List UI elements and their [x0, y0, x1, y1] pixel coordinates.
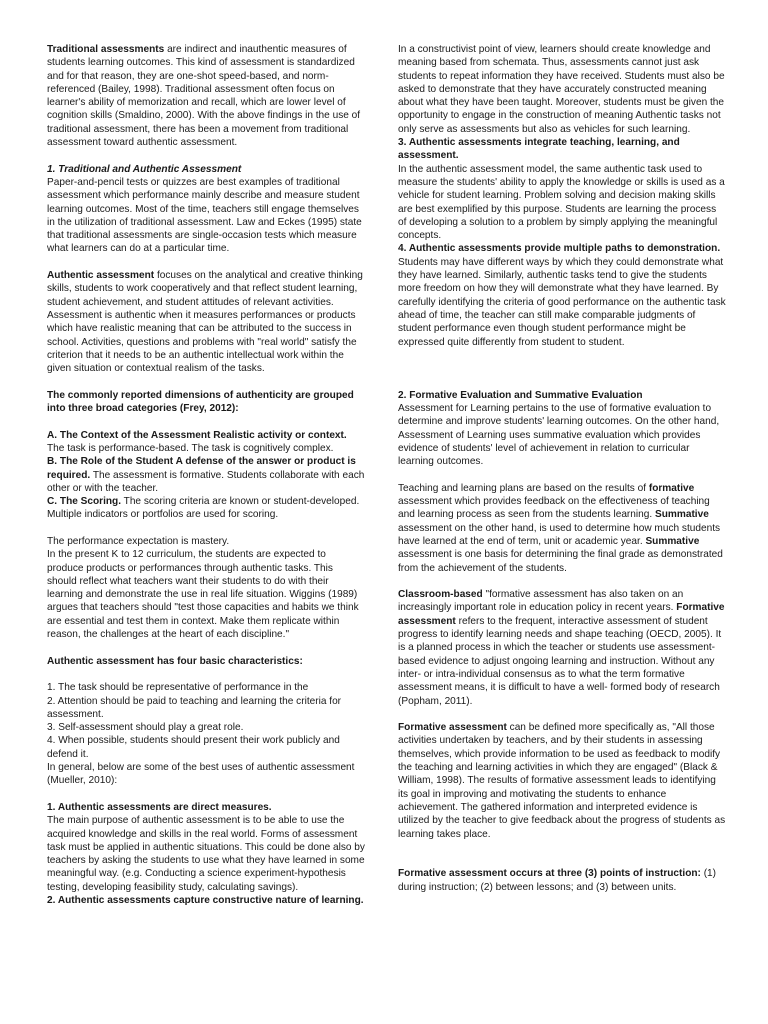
three-points-paragraph — [398, 867, 726, 894]
characteristics-heading: Authentic assessment has four basic characteristics: — [47, 655, 303, 667]
use-4-heading: 4. Authentic assessments provide multiple paths to demonstration. — [398, 243, 721, 255]
left-column — [47, 43, 365, 907]
cb-text-2: refers to the frequent, interactive assessment of student progress to identify learning needs and shape teaching (OECD, 2005). It is a planned process in which the teacher or students use assessment-based evidence to adjust ongoing learning and instruction. Without any inter- or intra-individual consensus as to what the term formative assessment means, it is difficult to have a well- formed body of research (Popham, 2011). — [398, 615, 722, 707]
section-2-heading: 2. Formative Evaluation and Summative Evaluation — [398, 389, 643, 401]
characteristic-item: 2. Attention should be paid to teaching and learning the criteria for assessment. — [47, 695, 342, 720]
dimension-c — [47, 495, 365, 522]
performance-expectation: The performance expectation is mastery. — [47, 535, 230, 547]
cb-lead: Classroom-based — [398, 589, 483, 601]
dimension-a-lead: A. The Context of the Assessment Realistic activity or context. — [47, 429, 347, 441]
dimension-c-lead: C. The Scoring. — [47, 496, 122, 508]
intro-text: are indirect and inauthentic measures of students learning outcomes. This kind of assessment is standardized and for that reason, they are one-shot speed-based, and norm-referenced (Bailey, 1998). Traditional assessment often focus on learner's ability of memorization and recall, which are lower level of cognition skills (Smaldino, 2000). With the above findings in the use of traditional assessment, there has been a movement from traditional assessment toward authentic assessment. — [47, 44, 361, 149]
tl-text-2: assessment which provides feedback on the effectiveness of teaching and learning process as seen from the students learning. — [398, 496, 710, 521]
characteristic-item: 1. The task should be representative of performance in the — [47, 682, 309, 694]
k12-paragraph: In the present K to 12 curriculum, the students are expected to produce products or performances through authentic tasks. This should reflect what teachers want their students to do with their learning and demonstrate the use in real life situation. Wiggins (1989) argues that teachers should "test those capacities and habits we think are essential and test them in context. Make them replicate within reason, the challenges at the heart of each discipline." — [47, 549, 359, 641]
characteristic-item: 3. Self-assessment should play a great role. — [47, 722, 244, 734]
best-uses-intro: In general, below are some of the best uses of authentic assessment (Mueller, 2010): — [47, 762, 355, 787]
dimension-b-lead: B. The Role of the Student A defense of the answer or product is required. — [47, 456, 356, 481]
fa-text: can be defined more specifically as, "All those activities undertaken by teachers, and by their students in assessing themselves, which provide information to be used as feedback to modify the teaching and learning activities in which they are engaged" (Black & William, 1998). The results of formative assessment leads to identifying its goal in improving and motivating the students to enhance achievement. The gathered information and interpreted evidence is utilized by the teacher to give feedback about the progress of students as learning takes place. — [398, 722, 726, 840]
formative-definition-paragraph — [398, 721, 726, 841]
tl-text-1: Teaching and learning plans are based on the results of — [398, 482, 649, 494]
tl-text-3: assessment on the other hand, is used to determine how much students have learned at the end of term, unit or academic year. — [398, 522, 721, 547]
use-3-text: In the authentic assessment model, the same authentic task used to measure the students' ability to apply the knowledge or skills is used as a vehicle for student learning. Problem solving and decision making skills are best exemplified by this purpose. Students are learning the process of developing a solution to a problem by simply applying the meaningful concepts. — [398, 163, 725, 242]
intro-paragraph — [47, 43, 365, 149]
dimension-c-text: The scoring criteria are known or student-developed. Multiple indicators or portfolios are used for scoring. — [47, 496, 360, 521]
dimension-b-text: The assessment is formative. Students collaborate with each other or with the teacher. — [47, 469, 365, 494]
constructivist-paragraph: In a constructivist point of view, learners should create knowledge and meaning based from schemata. Thus, assessments cannot just ask students to repeat information they have received. Students must also be asked to demonstrate that they have accurately constructed meaning about what they have been taught. Moreover, students must be given the opportunity to engage in the construction of meaning Authentic tasks not only serve as assessments but also as vehicles for such learning. — [398, 44, 725, 135]
tl-formative: formative — [648, 482, 695, 494]
use-4-text: Students may have different ways by which they could demonstrate what they have learned. Similarly, authentic tasks tend to give the students more freedom on how they will demonstrate what they have learned. By carefully identifying the criteria of good performance on the authentic task ahead of time, the teacher can still make comparable judgments of student performance even though student performance might be expressed quite differently from student to student. — [398, 256, 726, 348]
dimension-b — [47, 455, 365, 495]
right-column — [398, 43, 726, 894]
section-2-text: Assessment for Learning pertains to the use of formative evaluation to determine and improve students' learning outcomes. On the other hand, Assessment of Learning uses summative evaluation which provides evidence of students' level of achievement in relation to curricular learning outcomes. — [398, 403, 720, 468]
classroom-based-paragraph — [398, 588, 726, 708]
characteristic-item: 4. When possible, students should present their work publicly and defend it. — [47, 735, 340, 760]
authentic-lead: Authentic assessment — [47, 270, 155, 282]
teaching-learning-paragraph — [398, 482, 726, 575]
use-1-heading: 1. Authentic assessments are direct measures. — [47, 801, 272, 813]
tl-summative: Summative — [654, 509, 709, 521]
dimension-a — [47, 429, 365, 456]
tl-text-4: assessment is one basis for determining the final grade as demonstrated from the achievement of the students. — [398, 549, 723, 574]
section-1-heading: 1. Traditional and Authentic Assessment — [47, 163, 242, 175]
section-1-text: Paper-and-pencil tests or quizzes are best examples of traditional assessment which performance mainly describe and measure student learning outcomes. Most of the time, teachers still engage themselves in the utilization of traditional assessment. Law and Eckes (1995) state that traditional assessments are single-occasion tests which measure what learners can do at a particular time. — [47, 176, 362, 255]
dimension-a-text: The task is performance-based. The task is cognitively complex. — [47, 442, 334, 454]
cb-formative-assessment: Formative assessment — [398, 602, 725, 627]
dimensions-heading: The commonly reported dimensions of authenticity are grouped into three broad categories (Frey, 2012): — [47, 389, 354, 415]
use-3-heading: 3. Authentic assessments integrate teaching, learning, and assessment. — [398, 137, 680, 162]
three-points-lead: Formative assessment occurs at three (3) points of instruction: — [398, 868, 701, 880]
use-1-text: The main purpose of authentic assessment is to be able to use the acquired knowledge and skills in the real world. Forms of assessment task must be applied in authentic situations. This could be done also by teachers by asking the students to use what they have learned in some meaningful way. (e.g. Conducting a science experiment-hypothesis testing, developing feasibility study, calculating savings). — [47, 815, 365, 893]
intro-lead: Traditional assessments — [47, 44, 165, 55]
fa-lead: Formative assessment — [398, 722, 507, 734]
authentic-paragraph — [47, 269, 365, 375]
tl-summative-2: Summative — [645, 535, 700, 547]
use-2-heading: 2. Authentic assessments capture constructive nature of learning. — [47, 895, 364, 906]
authentic-text: focuses on the analytical and creative thinking skills, students to work cooperatively and that reflect student learning, student achievement, and student attitudes of relevant activities. Assessment is authentic when it measures performances or products which have realistic meaning that can be attributed to the success in school. Activities, questions and problems with "real world" satisfy the criterion that it needs to be an authentic intellectual work within the given situation or contextual realism of the tasks. — [47, 270, 363, 375]
three-points-text: (1) during instruction; (2) between lessons; and (3) between units. — [398, 868, 717, 893]
cb-text-1: "formative assessment has also taken on an increasingly important role in education policy in recent years. — [398, 589, 684, 614]
